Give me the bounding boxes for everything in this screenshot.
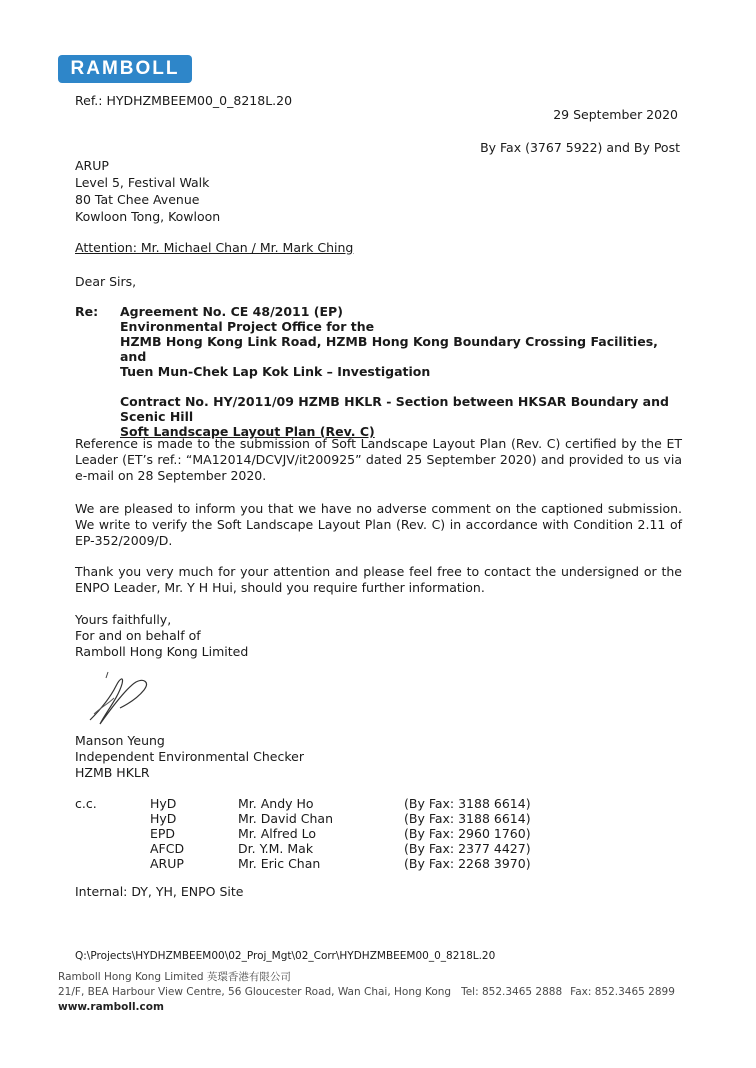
internal-distribution: Internal: DY, YH, ENPO Site: [75, 884, 244, 899]
cc-row: [150, 796, 531, 811]
subject-label: Re:: [75, 304, 99, 319]
addressee-block: [75, 158, 220, 226]
cc-list: [150, 796, 531, 871]
cc-org: EPD: [150, 826, 176, 841]
body-paragraph-2: We are pleased to inform you that we have no adverse comment on the captioned submission. We write to verify the Soft Landscape Layout Plan (Rev. C) in accordance with Condition 2.11 of EP-352/2009/D.: [75, 501, 682, 548]
cc-row: [150, 841, 531, 856]
cc-fax: (By Fax: 3188 6614): [404, 796, 531, 811]
body-paragraph-1: Reference is made to the submission of Soft Landscape Layout Plan (Rev. C) certified by the ET Leader (ET’s ref.: “MA12014/DCVJV/it200925” dated 25 September 2020) and provided to us via e-mail on 28 September 2020.: [75, 436, 682, 483]
handwritten-signature: [80, 668, 170, 728]
cc-name: Mr. David Chan: [238, 811, 334, 826]
cc-label: c.c.: [75, 796, 97, 811]
footer-address: 21/F, BEA Harbour View Centre, 56 Gloucester Road, Wan Chai, Hong Kong: [58, 986, 452, 998]
footer-fax: Fax: 852.3465 2899: [570, 986, 675, 998]
subject-title: Soft Landscape Layout Plan (Rev. C): [120, 424, 375, 439]
subject-line: Tuen Mun-Chek Lap Kok Link – Investigation: [120, 364, 431, 379]
delivery-method: By Fax (3767 5922) and By Post: [480, 140, 680, 155]
subject-line: HZMB Hong Kong Link Road, HZMB Hong Kong Boundary Crossing Facilities, and: [120, 334, 658, 364]
cc-org: ARUP: [150, 856, 184, 871]
cc-fax: (By Fax: 2268 3970): [404, 856, 531, 871]
cc-fax: (By Fax: 2377 4427): [404, 841, 531, 856]
addressee-line: Level 5, Festival Walk: [75, 175, 210, 190]
signer-block: [75, 733, 304, 781]
cc-row: [150, 856, 531, 871]
cc-row: [150, 826, 531, 841]
cc-org: AFCD: [150, 841, 185, 856]
footer-tel: Tel: 852.3465 2888: [461, 986, 563, 998]
salutation: Dear Sirs,: [75, 274, 137, 289]
cc-org: HyD: [150, 796, 177, 811]
signer-title: Independent Environmental Checker: [75, 749, 304, 764]
signer-name: Manson Yeung: [75, 733, 165, 748]
footer-contact-line: [58, 985, 675, 1000]
subject-line: Environmental Project Office for the: [120, 319, 375, 334]
closing-line: Ramboll Hong Kong Limited: [75, 644, 249, 659]
cc-name: Mr. Alfred Lo: [238, 826, 317, 841]
company-footer: [58, 970, 675, 1015]
cc-name: Mr. Andy Ho: [238, 796, 314, 811]
subject-block: [120, 304, 682, 439]
signer-project: HZMB HKLR: [75, 765, 150, 780]
letter-date: 29 September 2020: [553, 107, 678, 122]
file-path: Q:\Projects\HYDHZMBEEM00\02_Proj_Mgt\02_Corr\HYDHZMBEEM00_0_8218L.20: [75, 950, 496, 962]
body-paragraph-3: Thank you very much for your attention and please feel free to contact the undersigned or the ENPO Leader, Mr. Y H Hui, should you require further information.: [75, 564, 682, 595]
cc-fax: (By Fax: 3188 6614): [404, 811, 531, 826]
addressee-line: ARUP: [75, 158, 109, 173]
closing-line: Yours faithfully,: [75, 612, 172, 627]
ramboll-logo: RAMBOLL: [58, 55, 192, 83]
cc-org: HyD: [150, 811, 177, 826]
closing-line: For and on behalf of: [75, 628, 201, 643]
reference-number: Ref.: HYDHZMBEEM00_0_8218L.20: [75, 93, 293, 108]
cc-name: Dr. Y.M. Mak: [238, 841, 314, 856]
attention-line: Attention: Mr. Michael Chan / Mr. Mark Ching: [75, 240, 354, 255]
cc-name: Mr. Eric Chan: [238, 856, 321, 871]
cc-row: [150, 811, 531, 826]
footer-website-link[interactable]: www.ramboll.com: [58, 1001, 164, 1013]
footer-company: Ramboll Hong Kong Limited 英環香港有限公司: [58, 971, 291, 983]
closing-block: [75, 612, 248, 660]
addressee-line: 80 Tat Chee Avenue: [75, 192, 200, 207]
subject-line: Contract No. HY/2011/09 HZMB HKLR - Section between HKSAR Boundary and: [120, 394, 669, 409]
subject-line: Agreement No. CE 48/2011 (EP): [120, 304, 343, 319]
addressee-line: Kowloon Tong, Kowloon: [75, 209, 221, 224]
cc-fax: (By Fax: 2960 1760): [404, 826, 531, 841]
subject-line: Scenic Hill: [120, 409, 194, 424]
